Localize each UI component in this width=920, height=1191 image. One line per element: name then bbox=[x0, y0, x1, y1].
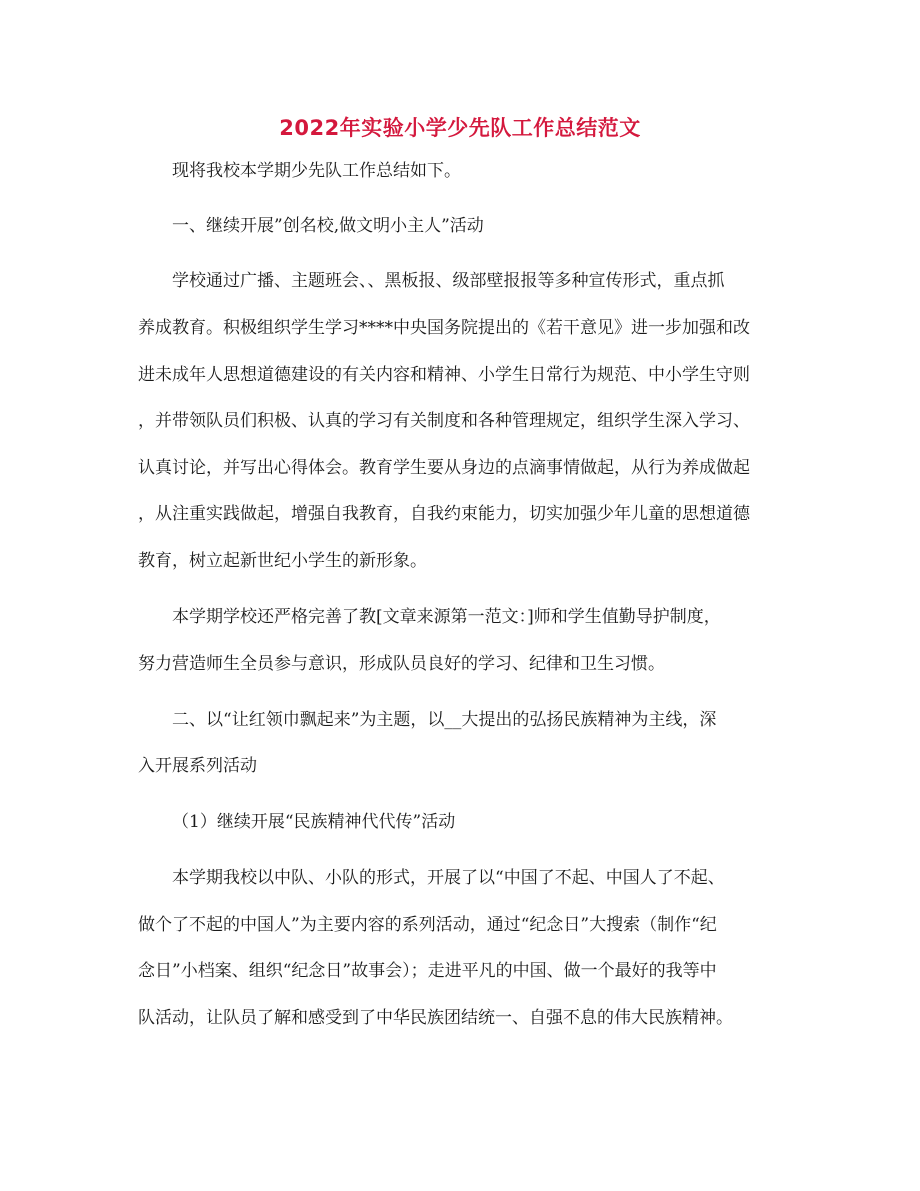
text-line: ，并带领队员们积极、认真的学习有关制度和各种管理规定，组织学生深入学习、 bbox=[138, 411, 750, 431]
text-line: 念日”小档案、组织“纪念日”故事会）；走进平凡的中国、做一个最好的我等中 bbox=[138, 961, 717, 981]
document-title: 2022年实验小学少先队工作总结范文 bbox=[279, 116, 641, 140]
text-line: 努力营造师生全员参与意识，形成队员良好的学习、纪律和卫生习惯。 bbox=[138, 654, 665, 674]
text-line: 教育，树立起新世纪小学生的新形象。 bbox=[138, 551, 427, 571]
text-line: 做个了不起的中国人”为主要内容的系列活动，通过“纪念日”大搜索（制作“纪 bbox=[138, 915, 717, 935]
text-line: 养成教育。积极组织学生学习****中央国务院提出的《若干意见》进一步加强和改 bbox=[138, 318, 750, 338]
subsection-heading: （1）继续开展“民族精神代代传”活动 bbox=[172, 812, 456, 832]
text-line: 队活动，让队员了解和感受到了中华民族团结统一、自强不息的伟大民族精神。 bbox=[138, 1008, 733, 1028]
section-heading: 一、继续开展”创名校,做文明小主人”活动 bbox=[172, 216, 484, 236]
text-line: ，从注重实践做起，增强自我教育，自我约束能力，切实加强少年儿童的思想道德 bbox=[138, 504, 750, 524]
section-heading: 二、以“让红领巾飘起来”为主题，以__大提出的弘扬民族精神为主线，深 bbox=[172, 710, 717, 730]
section-heading: 入开展系列活动 bbox=[138, 756, 257, 776]
text-line: 本学期学校还严格完善了教[文章来源第一范文：]师和学生值勤导护制度， bbox=[172, 607, 721, 627]
text-line: 进未成年人思想道德建设的有关内容和精神、小学生日常行为规范、中小学生守则 bbox=[138, 365, 750, 385]
text-line: 学校通过广播、主题班会、、黑板报、级部壁报报等多种宣传形式，重点抓 bbox=[172, 271, 725, 291]
text-line: 认真讨论，并写出心得体会。教育学生要从身边的点滴事情做起，从行为养成做起 bbox=[138, 458, 750, 478]
text-line: 本学期我校以中队、小队的形式，开展了以“中国了不起、中国人了不起、 bbox=[172, 868, 725, 888]
text-line: 现将我校本学期少先队工作总结如下。 bbox=[172, 161, 461, 181]
